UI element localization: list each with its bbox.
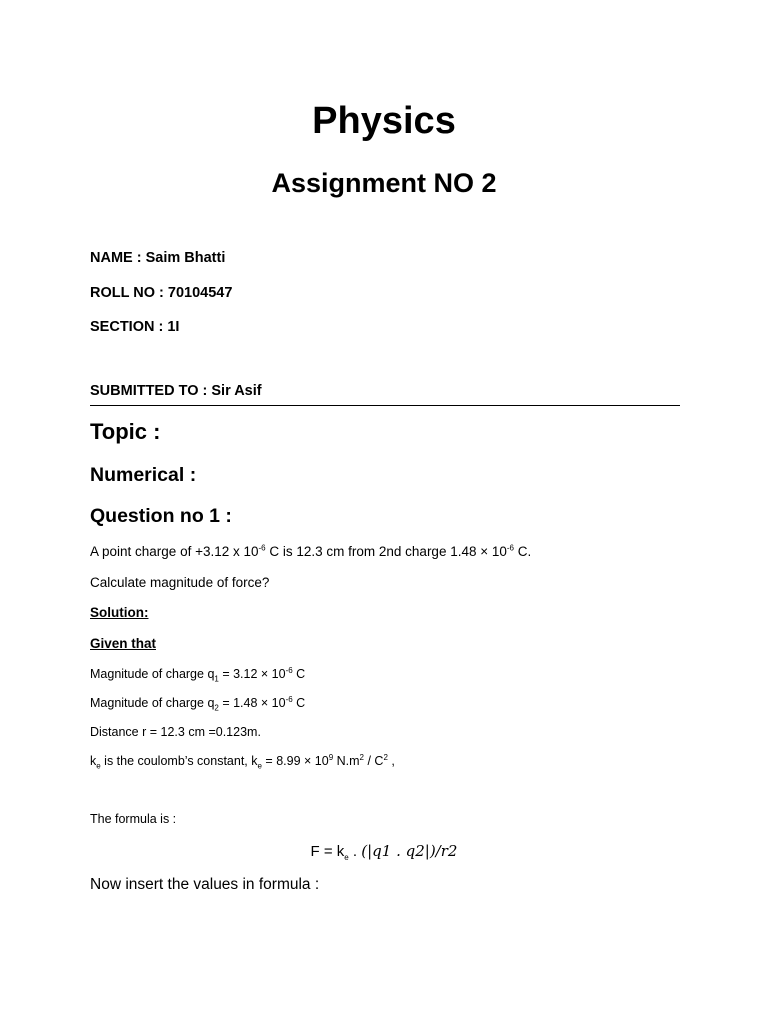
given-text: N.m xyxy=(333,754,360,768)
exponent: 9 xyxy=(328,752,334,762)
solution-label: Solution: xyxy=(90,605,149,620)
roll-number-line xyxy=(90,285,232,301)
exponent: -6 xyxy=(285,665,293,675)
given-distance: Distance r = 12.3 cm =0.123m. xyxy=(90,725,261,739)
question-statement xyxy=(90,544,531,559)
given-text: = 3.12 × 10 xyxy=(218,667,286,681)
exponent: -6 xyxy=(506,543,515,553)
student-name-line xyxy=(90,250,225,266)
formula-operator: . xyxy=(348,843,362,860)
numerical-heading: Numerical : xyxy=(90,464,197,486)
given-text: Magnitude of charge q xyxy=(90,696,215,710)
given-text: = 1.48 × 10 xyxy=(218,696,286,710)
exponent: 2 xyxy=(359,752,364,762)
given-text: , xyxy=(387,754,395,768)
subscript: e xyxy=(344,853,349,862)
section-line xyxy=(90,319,179,335)
question-prompt: Calculate magnitude of force? xyxy=(90,575,270,590)
given-text: Magnitude of charge q xyxy=(90,667,215,681)
given-text: C xyxy=(292,696,306,710)
given-coulomb-constant xyxy=(90,752,395,771)
given-text: / C xyxy=(363,754,384,768)
question-text-part: C. xyxy=(514,544,532,559)
submitted-label: SUBMITTED TO : xyxy=(90,383,212,399)
formula-rhs: (|q1 . q2|)/r2 xyxy=(361,842,458,860)
subscript: e xyxy=(257,761,262,771)
question-heading: Question no 1 : xyxy=(90,505,232,527)
given-q1 xyxy=(90,665,306,684)
insert-values-line: Now insert the values in formula : xyxy=(90,876,320,893)
roll-value: 70104547 xyxy=(167,285,233,301)
given-text: = 8.99 × 10 xyxy=(261,754,329,768)
given-q2 xyxy=(90,694,306,713)
section-value: 1I xyxy=(167,319,180,335)
formula-lhs: F = k xyxy=(310,843,345,860)
name-value: Saim Bhatti xyxy=(145,250,226,266)
given-text: is the coulomb’s constant, k xyxy=(100,754,258,768)
given-text: k xyxy=(90,754,97,768)
topic-heading: Topic : xyxy=(90,419,161,444)
exponent: -6 xyxy=(285,694,293,704)
subscript: e xyxy=(96,761,101,771)
submitted-value: Sir Asif xyxy=(211,383,262,399)
roll-label: ROLL NO : xyxy=(90,285,168,301)
question-text-part: C is 12.3 cm from 2nd charge 1.48 × 10 xyxy=(265,544,507,559)
exponent: -6 xyxy=(258,543,266,553)
given-text: C xyxy=(292,667,306,681)
formula-intro: The formula is : xyxy=(90,812,177,826)
document-title: Physics xyxy=(312,100,456,142)
exponent: 2 xyxy=(383,752,388,762)
section-label: SECTION : xyxy=(90,319,168,335)
question-text-part: A point charge of +3.12 x 10 xyxy=(90,544,259,559)
name-label: NAME : xyxy=(90,250,146,266)
subscript: 1 xyxy=(214,674,219,684)
horizontal-divider xyxy=(90,405,680,406)
subscript: 2 xyxy=(214,703,219,713)
coulomb-formula xyxy=(0,842,768,860)
submitted-to-line xyxy=(90,383,262,399)
document-subtitle: Assignment NO 2 xyxy=(271,168,497,198)
given-label: Given that xyxy=(90,636,157,651)
